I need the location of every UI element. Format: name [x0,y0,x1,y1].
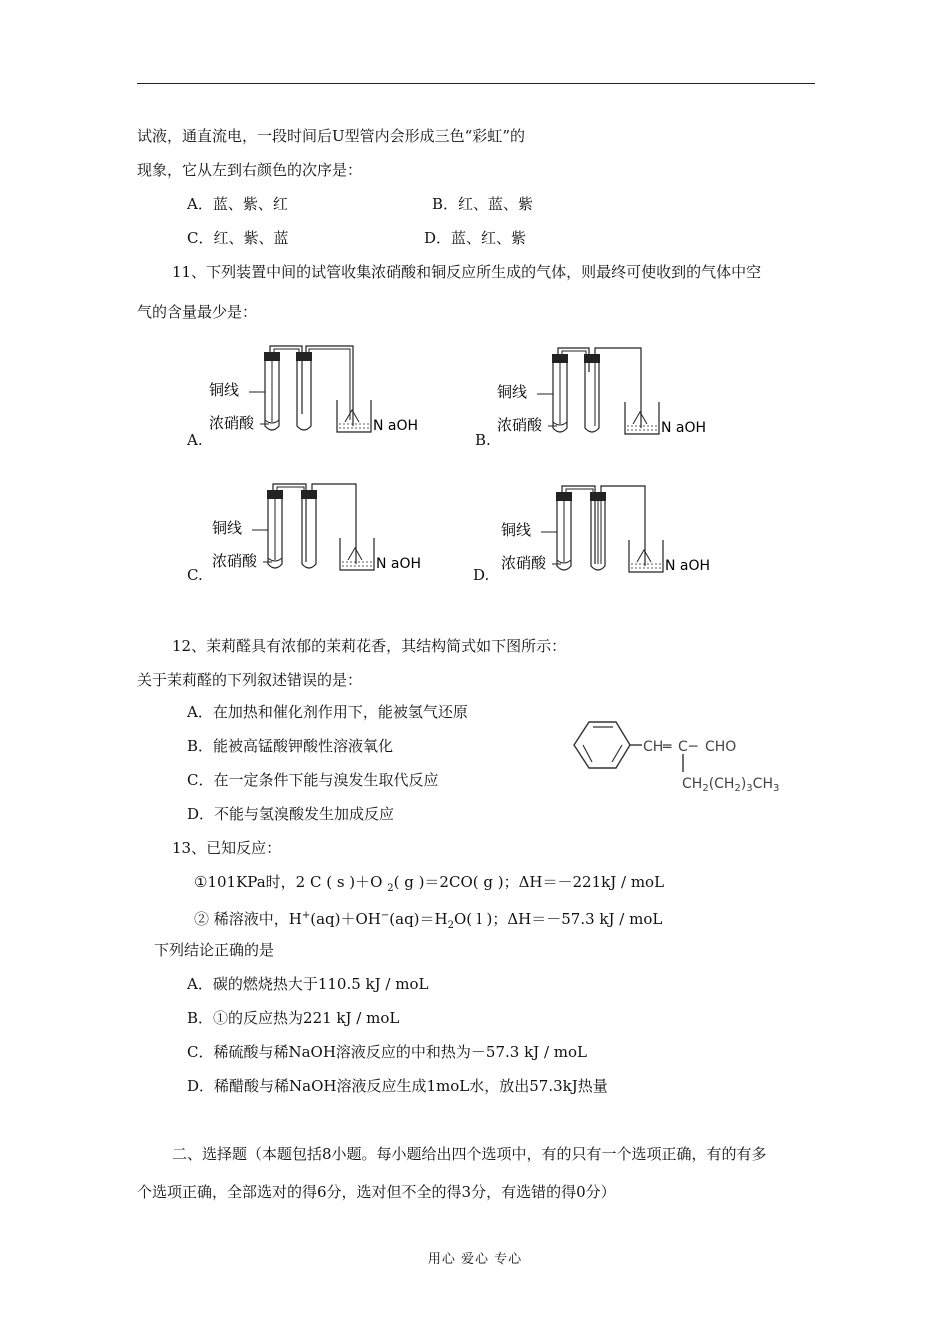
q13-prompt: 下列结论正确的是 [154,941,275,959]
q10-option-b[interactable]: B．红、蓝、紫 [432,195,534,213]
naoh-label: N aOH [376,556,422,572]
apparatus-d-diagram [497,480,727,580]
wire-label: 铜线 [497,383,528,401]
side-chain-ch2: (CH [708,776,735,792]
acid-label: 浓硝酸 [497,416,543,434]
apparatus-c-diagram [208,478,438,578]
q13-head: 13、已知反应： [172,839,282,857]
wire-label: 铜线 [501,521,532,539]
q13-option-a[interactable]: A．碳的燃烧热大于110.5 kJ / moL [187,975,429,993]
apparatus-a-diagram [205,340,435,440]
jasminaldehyde-structure [568,712,818,802]
side-chain-ch: CH [682,776,703,792]
q12-line1: 12、茉莉醛具有浓郁的茉莉花香，其结构简式如下图所示： [172,637,567,655]
side-chain-sub3: 3 [746,783,753,794]
q10-option-a[interactable]: A．蓝、紫、红 [187,195,288,213]
section2-line2: 个选项正确，全部选对的得6分，选对但不全的得3分，有选错的得0分） [137,1183,616,1201]
q13-reaction-1: ①101KPa时，2 C ( s )＋O $_2$( g )＝2CO( g )；ΔH＝－221kJ / moL [194,873,665,894]
apparatus-b-letter[interactable]: B. [475,431,491,449]
side-chain-sub2b: 2 [734,783,741,794]
side-chain-ch3: CH [752,776,773,792]
side-chain-sub3b: 3 [772,783,780,794]
q12-option-d[interactable]: D．不能与氢溴酸发生加成反应 [187,805,395,823]
q10-option-c[interactable]: C．红、紫、蓝 [187,229,289,247]
c-text: C [678,739,688,755]
apparatus-a-letter[interactable]: A. [187,431,203,449]
wire-label: 铜线 [212,519,243,537]
naoh-label: N aOH [373,418,419,434]
apparatus-d-letter[interactable]: D. [473,566,490,584]
section2-line1: 二、选择题（本题包括8小题。每小题给出四个选项中，有的只有一个选项正确，有的有多 [172,1145,767,1163]
q10-option-d[interactable]: D．蓝、红、紫 [424,229,527,247]
acid-label: 浓硝酸 [212,552,258,570]
q10-line1: 试液，通直流电，一段时间后U型管内会形成三色“彩虹”的 [137,127,525,145]
acid-label: 浓硝酸 [209,414,255,432]
q12-option-b[interactable]: B．能被高锰酸钾酸性溶液氧化 [187,737,394,755]
side-chain-sub2: 2 [702,783,709,794]
single-bond: ─ [689,739,698,755]
q12-line2: 关于茉莉醛的下列叙述错误的是： [137,671,363,689]
cho-text: CHO [705,739,737,755]
side-chain-close: ) [740,776,747,792]
q13-reaction-2: ② 稀溶液中，$H^+(aq)+OH^-(aq)=H_2O$( l )；ΔH＝－57.3 kJ / moL [194,910,663,931]
header-rule [137,83,815,84]
naoh-label: N aOH [665,558,711,574]
ch-text: CH [643,739,664,755]
q13-option-b[interactable]: B．①的反应热为221 kJ / moL [187,1009,400,1027]
acid-label: 浓硝酸 [501,554,547,572]
apparatus-b-diagram [493,342,723,442]
q13-option-d[interactable]: D．稀醋酸与稀NaOH溶液反应生成1moL水，放出57.3kJ热量 [187,1077,608,1095]
q11-line1: 11、下列装置中间的试管收集浓硝酸和铜反应所生成的气体，则最终可使收到的气体中空 [172,263,762,281]
q11-line2: 气的含量最少是： [137,303,258,321]
apparatus-c-letter[interactable]: C. [187,566,203,584]
q12-option-a[interactable]: A．在加热和催化剂作用下，能被氢气还原 [187,703,468,721]
naoh-label: N aOH [661,420,707,436]
svg-text:CH2(CH2)3CH3 [682,776,779,794]
q13-option-c[interactable]: C．稀硫酸与稀NaOH溶液反应的中和热为－57.3 kJ / moL [187,1043,587,1061]
page-footer: 用心 爱心 专心 [427,1252,523,1267]
q12-option-c[interactable]: C．在一定条件下能与溴发生取代反应 [187,771,439,789]
q10-line2: 现象，它从左到右颜色的次序是： [137,161,363,179]
double-bond: ═ [663,739,672,755]
wire-label: 铜线 [209,381,240,399]
